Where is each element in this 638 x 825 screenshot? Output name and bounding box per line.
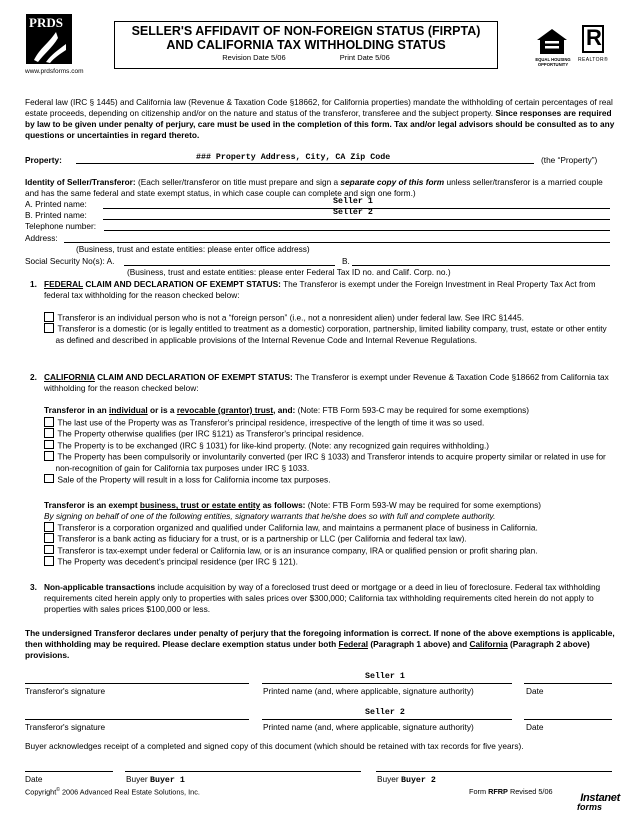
buyer-1-label: Buyer Buyer 1 [126,774,185,785]
checkbox[interactable] [44,417,54,427]
ssn-b-label: B. [342,256,350,266]
checkbox[interactable] [44,474,54,484]
section-2-number: 2. [30,372,37,382]
print-date: Print Date 5/06 [339,53,390,62]
address-field[interactable] [64,242,610,243]
forms-brand: forms [576,802,602,812]
transferor-2-date-field[interactable] [524,719,612,720]
declaration-paragraph: The undersigned Transferor declares under penalty of perjury that the foregoing information is correct. If none of the above exemptions is applicable, then withholding may be required. Please declare exemption status under both Federal (Paragraph 1 above) and California (Paragraph 2 above) provisions. [25,628,615,660]
realtor-text: REALTOR® [578,57,609,63]
california-option-irc121[interactable]: The Property otherwise qualifies (per IRC §121) as Transferor's principal residence. [44,428,624,439]
prds-logo [26,14,72,64]
address-label: Address: [25,233,58,243]
buyer-1-signature-field[interactable] [125,771,361,772]
ssn-note: (Business, trust and estate entities: please enter Federal Tax ID no. and Calif. Corp. no.) [127,267,451,277]
property-label: Property: [25,155,62,165]
property-suffix: (the “Property”) [541,155,598,165]
section-2-entity-warranty: By signing on behalf of one of the following entities, signatory warrants that he/she does so with full and complete authority. [44,511,496,521]
section-2-entity-heading: Transferor is an exempt business, trust or estate entity as follows: (Note: FTB Form 593-W may be required for some exemptions) [44,500,542,510]
california-option-bank-fiduciary[interactable]: Transferor is a bank acting as fiduciary for a trust, or is a partnership or LLC (per California and federal tax law). [44,533,629,544]
buyer-2-label: Buyer Buyer 2 [377,774,436,785]
intro-bold-warning: Since responses are required by law to be given under penalty of perjury, care must be used in the completion of this form. Tax and/or legal advisors should be consulted as to any questions or uncertainties in regard thereto. [25,107,615,140]
printed-name-a-label: A. Printed name: [25,199,87,209]
transferor-1-signature-field[interactable] [25,683,249,684]
checkbox[interactable] [44,312,54,322]
california-option-corporation[interactable]: Transferor is a corporation organized and qualified under California law, and maintains a permanent place of business in California. [44,522,629,533]
printed-name-a-field[interactable]: Seller 1 [333,197,373,206]
buyer-date-label: Date [25,774,43,784]
checkbox[interactable] [44,440,54,450]
printed-name-b-field[interactable]: Seller 2 [333,208,373,217]
website-link[interactable]: www.prdsforms.com [25,68,84,75]
copyright: Copyright© 2006 Advanced Real Estate Solutions, Inc. [25,787,200,797]
ssn-a-label: Social Security No(s): A. [25,256,115,266]
checkbox[interactable] [44,556,54,566]
section-1-paragraph: FEDERAL CLAIM AND DECLARATION OF EXEMPT STATUS: The Transferor is exempt under the Foreign Investment in Real Property Tax Act from federal tax withholding for the reason checked below: [44,279,596,300]
buyer-1-name[interactable]: Buyer 1 [150,776,185,785]
transferor-2-name-label: Printed name (and, where applicable, signature authority) [263,722,474,732]
printed-name-b-label: B. Printed name: [25,210,87,220]
transferor-1-name-label: Printed name (and, where applicable, signature authority) [263,686,474,696]
realtor-logo: R [582,25,604,53]
equal-housing-text: EQUAL HOUSING OPPORTUNITY [535,57,571,67]
transferor-2-signature-field[interactable] [25,719,249,720]
form-code: Form RFRP Revised 5/06 [469,787,553,796]
address-note: (Business, trust and estate entities: please enter office address) [76,244,310,254]
buyer-date-field[interactable] [25,771,113,772]
section-1-options [44,312,616,346]
equal-housing-icon [534,26,570,56]
checkbox[interactable] [44,451,54,461]
instanet-brand: Instanet [580,792,620,804]
telephone-field[interactable] [104,230,610,231]
section-2-individual-options [44,417,624,485]
checkbox[interactable] [44,323,54,333]
transferor-2-date-label: Date [526,722,544,732]
checkbox[interactable] [44,545,54,555]
section-2-individual-heading: Transferor in an individual or is a revocable (grantor) trust, and: (Note: FTB Form 593-C may be required for some exemptions) [44,405,530,415]
section-3-number: 3. [30,582,37,592]
ssn-b-field[interactable] [352,265,610,266]
title-line-1: SELLER'S AFFIDAVIT OF NON-FOREIGN STATUS (FIRPTA) [131,24,481,38]
section-3-paragraph: Non-applicable transactions include acquisition by way of a foreclosed trust deed or mortgage or a deed in lieu of foreclosure. Federal tax withholding requirements cited herein apply only to properties with sales prices over $300,000; California tax withholding requirements cited herein do not apply to properties with sales prices $100,000 or less. [44,582,601,614]
ssn-a-field[interactable] [124,265,335,266]
telephone-label: Telephone number: [25,221,97,231]
california-option-converted[interactable]: The Property has been compulsorily or involuntarily converted (per IRC § 1033) and Transferor intends to acquire property similar or related in use for non-recognition of gain for California tax purposes under IRC § 1033. [44,451,624,473]
transferor-2-printed-name[interactable]: Seller 2 [365,708,405,717]
section-1-number: 1. [30,279,37,289]
revision-date: Revision Date 5/06 [222,53,286,62]
california-option-decedent[interactable]: The Property was decedent's principal residence (per IRC § 121). [44,556,629,567]
buyer-2-signature-field[interactable] [376,771,612,772]
identity-paragraph: Identity of Seller/Transferor: (Each seller/transferor on title must prepare and sign a separate copy of this form unless seller/transferor is a married couple and has the same federal and state exempt status, in which case couple can complete and sign one form.) [25,177,603,198]
california-option-principal-residence[interactable]: The last use of the Property was as Transferor's principal residence, irrespective of the length of time it was so used. [44,417,624,428]
intro-paragraph: Federal law (IRC § 1445) and California law (Revenue & Taxation Code §18662, for California properties) mandate the withholding of certain percentages of real estate proceeds, depending on citizenship and/or on the nature and status of the transferor, transferee and the subject property. Since responses are required by law to be given under penalty of perjury, care must be used in the completion of this form. Tax and/or legal advisors should be consulted as to any questions or uncertainties in regard thereto. [25,97,615,140]
instanet-forms-logo [556,794,620,812]
federal-option-individual[interactable]: Transferor is an individual person who is not a “foreign person” (i.e., not a nonresident alien) under federal law. See IRC §1445. [44,312,616,323]
property-address-field[interactable]: ### Property Address, City, CA Zip Code [196,153,391,162]
checkbox[interactable] [44,533,54,543]
title-line-2: AND CALIFORNIA TAX WITHHOLDING STATUS [166,38,446,52]
checkbox[interactable] [44,522,54,532]
transferor-1-printed-name[interactable]: Seller 1 [365,672,405,681]
title-box [114,21,498,69]
transferor-1-signature-label: Transferor's signature [25,686,106,696]
federal-option-domestic-entity[interactable]: Transferor is a domestic (or is legally entitled to treatment as a domestic) corporation, partnership, limited liability company, trust, estate or other entity as defined and described in applicable provisions of the Internal Revenue Code and Internal Revenue Regulations. [44,323,616,345]
california-option-tax-exempt[interactable]: Transferor is tax-exempt under federal or California law, or is an insurance company, IRA or qualified pension or profit sharing plan. [44,545,629,556]
transferor-2-signature-label: Transferor's signature [25,722,106,732]
logo-text: PRDS [29,15,63,30]
transferor-1-date-field[interactable] [524,683,612,684]
buyer-acknowledgement: Buyer acknowledges receipt of a completed and signed copy of this document (which should be retained with tax records for five years). [25,741,524,751]
section-2-entity-options [44,522,629,568]
transferor-1-date-label: Date [526,686,544,696]
california-option-loss[interactable]: Sale of the Property will result in a loss for California income tax purposes. [44,474,624,485]
logo-mark-icon [26,14,72,64]
section-2-paragraph: CALIFORNIA CLAIM AND DECLARATION OF EXEMPT STATUS: The Transferor is exempt under Revenue & Taxation Code §18662 from California tax withholding for the reason checked below: [44,372,609,393]
california-option-exchange[interactable]: The Property is to be exchanged (IRC § 1031) for like-kind property. (Note: any recognized gain requires withholding.) [44,440,624,451]
checkbox[interactable] [44,428,54,438]
buyer-2-name[interactable]: Buyer 2 [401,776,436,785]
